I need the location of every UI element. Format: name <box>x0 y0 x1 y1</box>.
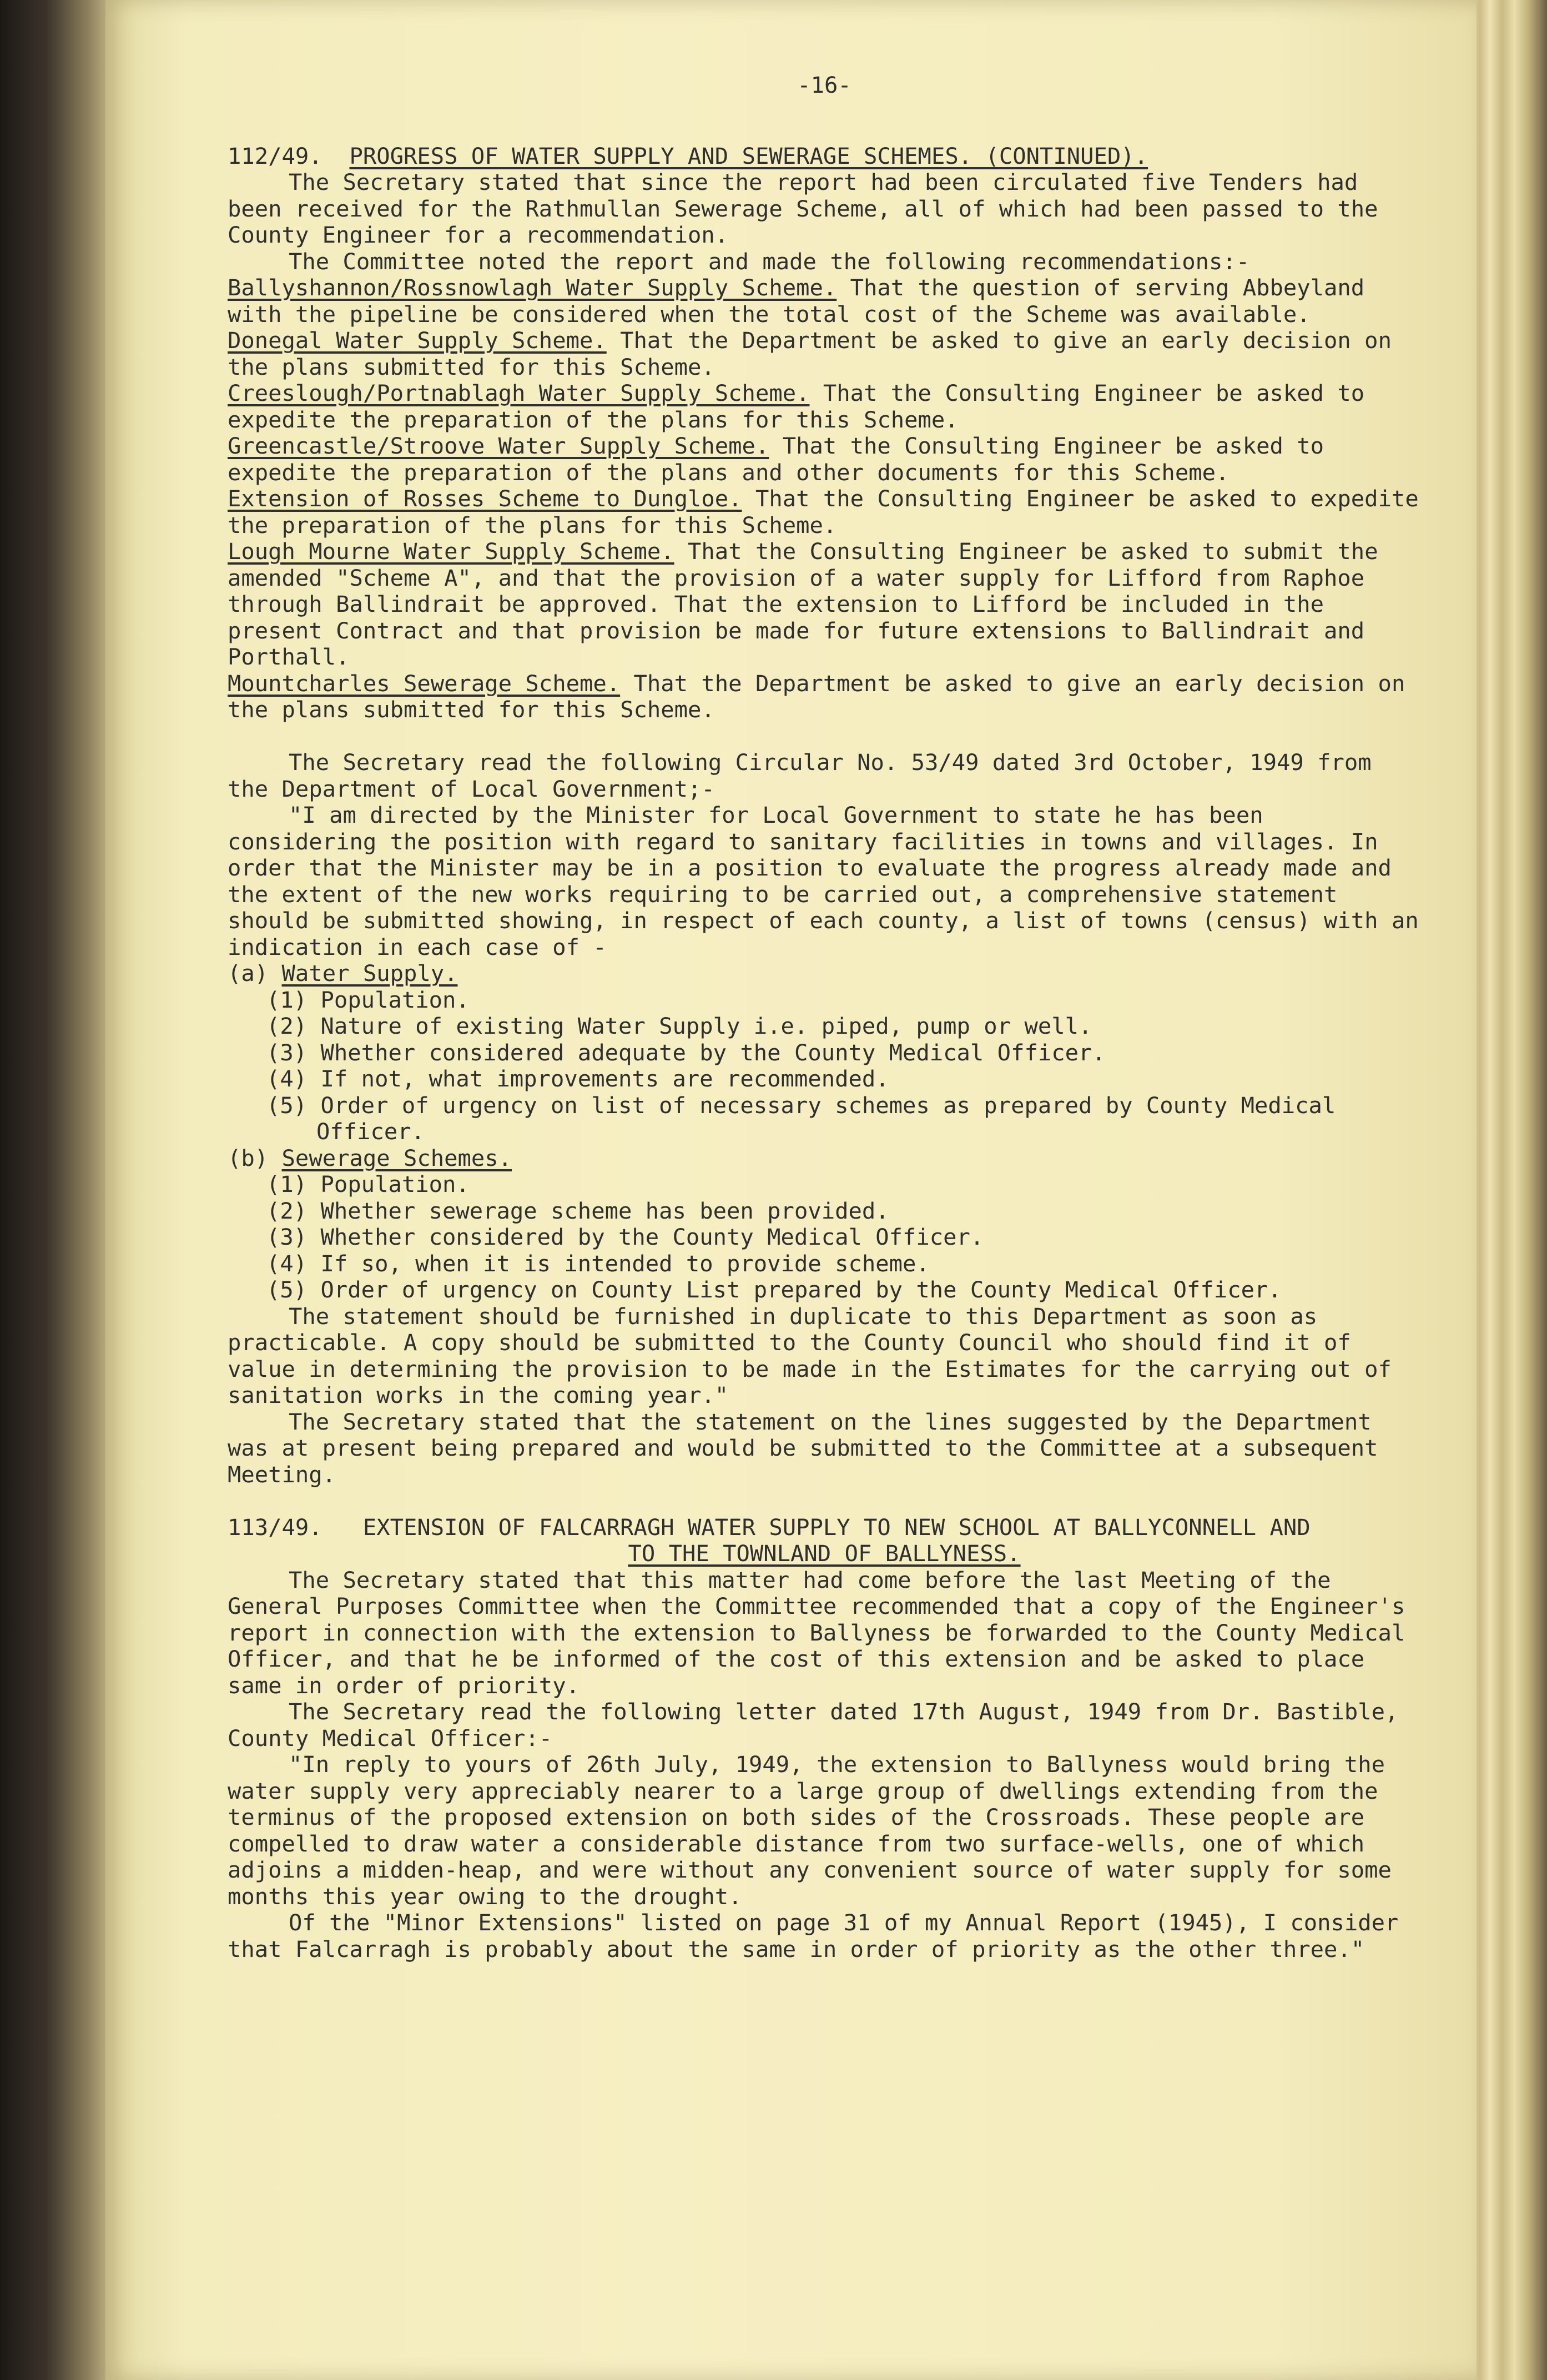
scheme-name: Ballyshannon/Rossnowlagh Water Supply Scheme. <box>228 274 837 301</box>
medical-officer-letter: "In reply to yours of 26th July, 1949, the extension to Ballyness would bring the water supply very appreciably nearer to a large group of dwellings extending from the terminus of the proposed extension on both sides of the Crossroads. These people are compelled to draw water a considerable distance from two surface-wells, one of which adjoins a midden-heap, and were without any convenient source of water supply for some months this year owing to the drought. <box>228 1751 1392 1910</box>
recommendation-item <box>228 433 1421 486</box>
list-item: (3) Whether considered by the County Medical Officer. <box>266 1224 984 1250</box>
spacer <box>228 723 1421 750</box>
list-item: (5) Order of urgency on County List prepared by the County Medical Officer. <box>266 1276 1282 1303</box>
section-112-number: 112/49. <box>228 142 322 169</box>
recommendations-list <box>228 275 1421 723</box>
page-stack-edge <box>1465 0 1547 2380</box>
recommendation-item <box>228 539 1421 671</box>
recommendation-item <box>228 671 1421 723</box>
section-113-paragraph-1: The Secretary stated that this matter had come before the last Meeting of the General Purposes Committee when the Committee recommended that a copy of the Engineer's report in connection with the extension to Ballyness be forwarded to the County Medical Officer, and that he be informed of the cost of this extension and be asked to place same in order of priority. <box>228 1566 1405 1699</box>
section-112-final-paragraph: The Secretary stated that the statement on the lines suggested by the Department was at present being prepared and would be submitted to the Committee at a subsequent Meeting. <box>228 1408 1378 1488</box>
circular-closing: The statement should be furnished in duplicate to this Department as soon as practicable. A copy should be submitted to the County Council who should find it of value in determining the provision to be made in the Estimates for the carrying out of sanitation works in the coming year." <box>228 1302 1392 1408</box>
section-112-heading <box>228 143 1421 170</box>
section-113-title-line-2: TO THE TOWNLAND OF BALLYNESS. <box>628 1540 1021 1567</box>
list-item: (1) Population. <box>266 1171 470 1197</box>
recommendation-item <box>228 275 1421 328</box>
recommendation-item <box>228 380 1421 433</box>
part-a-title: Water Supply. <box>281 960 458 987</box>
book-spine <box>0 0 117 2380</box>
recommendation-text: That the Consulting Engineer be asked to expedite the preparation of the plans and other documents for this Scheme. <box>228 432 1324 486</box>
section-113-number: 113/49. <box>228 1513 322 1541</box>
list-item: (2) Whether sewerage scheme has been provided. <box>266 1197 889 1224</box>
list-item: (4) If so, when it is intended to provide scheme. <box>266 1250 930 1277</box>
circular-intro: The Secretary read the following Circular No. 53/49 dated 3rd October, 1949 from the Department of Local Government;- <box>228 749 1372 802</box>
part-b-list <box>228 1171 1421 1304</box>
scheme-name: Creeslough/Portnablagh Water Supply Scheme. <box>228 380 810 406</box>
circular-part-a-heading <box>228 960 1421 987</box>
recommendation-item <box>228 486 1421 539</box>
list-item: (5) Order of urgency on list of necessary schemes as prepared by County Medical Officer. <box>266 1091 1336 1145</box>
part-b-title: Sewerage Schemes. <box>281 1144 512 1171</box>
scheme-name: Lough Mourne Water Supply Scheme. <box>228 538 674 565</box>
medical-officer-letter-conclusion: Of the "Minor Extensions" listed on page 31 of my Annual Report (1945), I consider that Falcarragh is probably about the same in order of priority as the other three." <box>228 1909 1399 1963</box>
list-item: (3) Whether considered adequate by the County Medical Officer. <box>266 1039 1106 1066</box>
section-113-heading <box>228 1514 1421 1541</box>
scheme-name: Mountcharles Sewerage Scheme. <box>228 670 621 697</box>
section-112-title: PROGRESS OF WATER SUPPLY AND SEWERAGE SCHEMES. (CONTINUED). <box>349 142 1148 169</box>
section-112-paragraph-2: The Committee noted the report and made the following recommendations:- <box>289 248 1250 275</box>
section-113-title-line-1: EXTENSION OF FALCARRAGH WATER SUPPLY TO NEW SCHOOL AT BALLYCONNELL AND <box>362 1513 1311 1541</box>
document-page <box>105 0 1477 2380</box>
recommendation-text: That the Department be asked to give an early decision on the plans submitted for this Scheme. <box>228 327 1392 380</box>
list-item: (2) Nature of existing Water Supply i.e. piped, pump or well. <box>266 1013 1092 1039</box>
page-number: -16- <box>797 72 851 98</box>
recommendation-item <box>228 328 1421 380</box>
recommendation-text: That the question of serving Abbeyland with the pipeline be considered when the total cost of the Scheme was available. <box>228 274 1365 328</box>
part-a-list <box>228 987 1421 1145</box>
recommendation-text: That the Consulting Engineer be asked to expedite the preparation of the plans for this Scheme. <box>228 485 1419 539</box>
recommendation-text: That the Consulting Engineer be asked to submit the amended "Scheme A", and that the provision of a water supply for Lifford from Raphoe through Ballindrait be approved. That the extension to Lifford be included in the present Contract and that provision be made for future extensions to Ballindrait and Porthall. <box>228 538 1378 670</box>
part-a-label: (a) <box>228 960 282 987</box>
part-b-label: (b) <box>228 1144 282 1171</box>
scheme-name: Extension of Rosses Scheme to Dungloe. <box>228 485 742 512</box>
list-item: (1) Population. <box>266 986 470 1013</box>
circular-part-b-heading <box>228 1145 1421 1172</box>
recommendation-text: That the Department be asked to give an early decision on the plans submitted for this Scheme. <box>228 670 1405 723</box>
recommendation-text: That the Consulting Engineer be asked to expedite the preparation of the plans for this Scheme. <box>228 380 1365 433</box>
scheme-name: Donegal Water Supply Scheme. <box>228 327 607 354</box>
page-text <box>228 72 1421 1963</box>
section-113-paragraph-2: The Secretary read the following letter dated 17th August, 1949 from Dr. Bastible, County Medical Officer:- <box>228 1698 1399 1752</box>
scheme-name: Greencastle/Stroove Water Supply Scheme. <box>228 432 769 459</box>
spacer <box>228 1488 1421 1514</box>
list-item: (4) If not, what improvements are recommended. <box>266 1065 889 1092</box>
section-112-paragraph-1: The Secretary stated that since the report had been circulated five Tenders had been received for the Rathmullan Sewerage Scheme, all of which had been passed to the County Engineer for a recommendation. <box>228 169 1378 248</box>
section-113-title-line-2-row <box>228 1541 1421 1567</box>
circular-body: "I am directed by the Minister for Local Government to state he has been considering the position with regard to sanitary facilities in towns and villages. In order that the Minister may be in a position to evaluate the progress already made and the extent of the new works requiring to be carried out, a comprehensive statement should be submitted showing, in respect of each county, a list of towns (census) with an indication in each case of - <box>228 802 1419 960</box>
